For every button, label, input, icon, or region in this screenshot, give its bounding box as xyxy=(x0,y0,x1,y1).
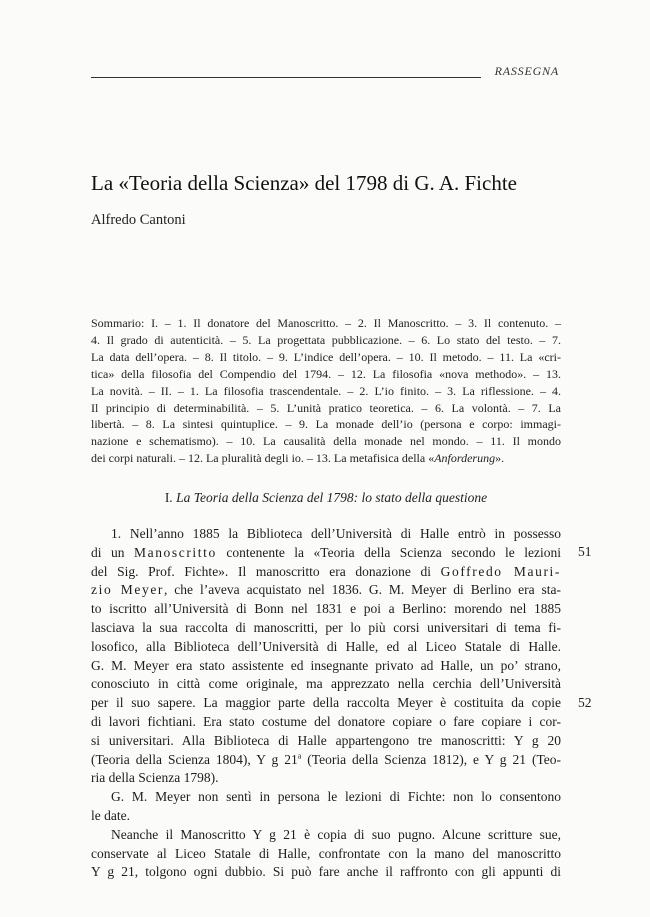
margin-page-number: 52 xyxy=(578,695,592,710)
body-line: 1. Nell’anno 1885 la Biblioteca dell’Università di Halle entrò in possesso xyxy=(111,526,561,541)
body-text-run: contenente la «Teoria della Scienza secondo le lezioni xyxy=(216,544,561,560)
spaced-name: Goffredo Mauri- xyxy=(440,563,561,579)
body-line: to iscritto all’Università di Bonn nel 1831 e poi a Berlino: morendo nel 1885 xyxy=(91,601,561,617)
summary-text: dei corpi naturali. – 12. La pluralità degli io. – 13. La metafisica della « xyxy=(91,451,435,466)
summary-line: La novità. – II. – 1. La filosofia trascendentale. – 2. L’io finito. – 3. La riflessione. – 4. xyxy=(91,383,561,398)
summary-line: Il principio di determinabilità. – 5. L’unità pratico teoretica. – 6. La volontà. – 7. La xyxy=(91,400,561,415)
body-line: G. M. Meyer era stato assistente ed insegnante privato ad Halle, un po’ strano, xyxy=(91,657,561,673)
body-line: losofico, alla Biblioteca dell’Università di Halle, ed al Liceo Statale di Halle. xyxy=(91,638,561,654)
summary-line: 4. Il grado di autenticità. – 5. La progettata pubblicazione. – 6. Lo stato del testo. – 7. xyxy=(91,332,561,347)
body-text-run: del Sig. Prof. Fichte». Il manoscritto era donazione di xyxy=(91,563,441,579)
body-line xyxy=(91,563,561,582)
superscript: a xyxy=(297,751,302,761)
summary-line: Sommario: I. – 1. Il donatore del Manoscritto. – 2. Il Manoscritto. – 3. Il contenuto. – xyxy=(91,316,561,330)
summary-line: tica» della filosofia del Compendio del 1794. – 12. La filosofia «nova methodo». – 13. xyxy=(91,366,561,381)
body-text-run: , che l’aveva acquistato nel 1836. G. M. Meyer di Berlino era sta- xyxy=(164,582,561,598)
body-line: ria della Scienza 1798). xyxy=(91,770,219,786)
summary xyxy=(91,315,561,467)
running-header xyxy=(91,60,559,82)
body-line: conosciuto in città come originale, ma apprezzato nella cerchia dell’Università xyxy=(91,676,561,692)
header-rule xyxy=(91,77,481,78)
section-title: La Teoria della Scienza del 1798: lo stato della questione xyxy=(176,490,488,505)
body-text xyxy=(91,525,561,882)
section-label: RASSEGNA xyxy=(494,64,559,78)
summary-emphasis: Anforderung xyxy=(434,451,496,466)
body-line xyxy=(91,581,561,600)
summary-line: nazione e schematismo). – 10. La causalità della monade nel mondo. – 11. Il mondo xyxy=(91,434,561,449)
spaced-term: Manoscritto xyxy=(134,544,217,560)
margin-page-number: 51 xyxy=(578,544,592,559)
body-line: Y g 21, tolgono ogni dubbio. Si può fare anche il raffronto con gli appunti di xyxy=(91,864,561,880)
body-text-run: (Teoria della Scienza 1812), e Y g 21 (Teo- xyxy=(301,751,561,767)
body-line: si universitari. Alla Biblioteca di Halle appartengono tre manoscritti: Y g 20 xyxy=(91,732,561,748)
body-text-run: di un xyxy=(91,544,134,560)
body-line: conservate al Liceo Statale di Halle, confrontate con la mano del manoscritto xyxy=(91,845,561,861)
summary-text: ». xyxy=(495,451,505,466)
summary-line xyxy=(91,450,561,467)
article-author: Alfredo Cantoni xyxy=(91,212,186,228)
section-heading xyxy=(91,490,561,506)
body-line: le date. xyxy=(91,807,130,823)
body-text-run: (Teoria della Scienza 1804), Y g 21 xyxy=(91,751,298,767)
body-line: G. M. Meyer non sentì in persona le lezioni di Fichte: non lo consentono xyxy=(111,789,561,805)
body-line xyxy=(91,751,561,770)
summary-line: La data dell’opera. – 8. Il titolo. – 9. L’indice dell’opera. – 10. Il metodo. – 11. La «cri- xyxy=(91,349,561,364)
article-title: La «Teoria della Scienza» del 1798 di G. A. Fichte xyxy=(91,171,517,195)
body-line: di lavori fichtiani. Era stato costume del donatore copiare o fare copiare i cor- xyxy=(91,713,561,729)
body-line: Neanche il Manoscritto Y g 21 è copia di suo pugno. Alcune scritture sue, xyxy=(111,826,561,842)
summary-line: libertà. – 8. La sintesi quintuplice. – 9. La monade dell’io (persona e corpo: immagi- xyxy=(91,417,561,432)
body-line: per il suo sapere. La maggior parte della raccolta Meyer è costituita da copie xyxy=(91,695,561,711)
spaced-name: zio Meyer xyxy=(91,582,165,598)
body-line xyxy=(91,544,561,563)
body-line: lasciava la sua raccolta di manoscritti, per lo più corsi universitari di tema fi- xyxy=(91,619,561,635)
section-number: I. xyxy=(164,490,173,505)
